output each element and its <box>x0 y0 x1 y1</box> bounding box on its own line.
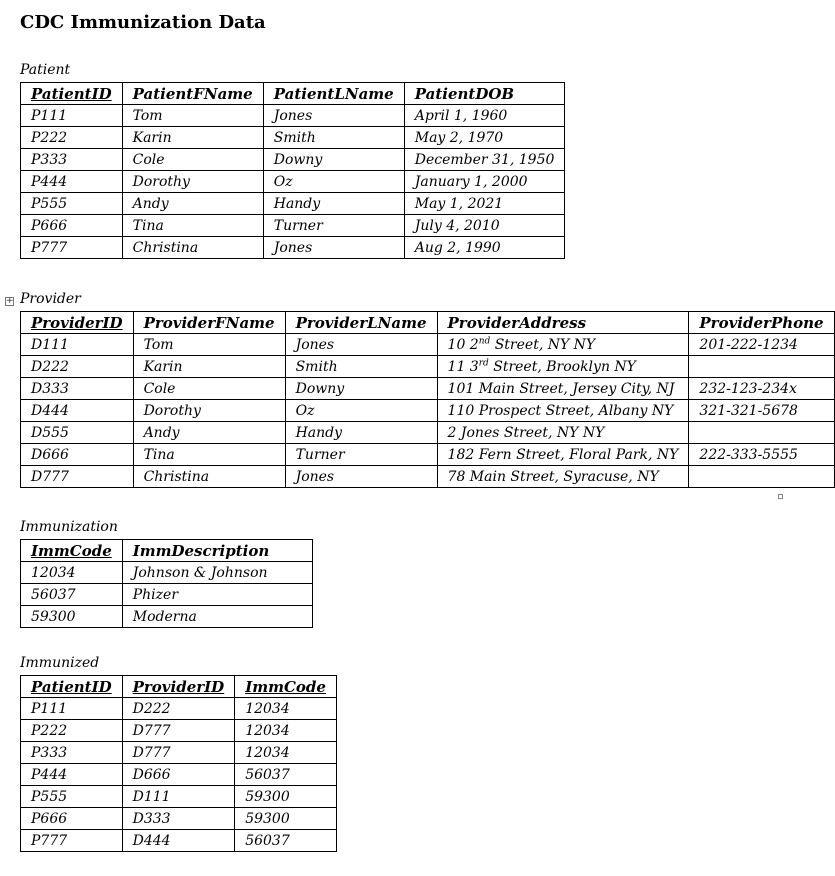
table-row <box>21 149 565 171</box>
immunization-table-caption: Immunization <box>20 519 118 535</box>
table-row <box>21 466 835 488</box>
table-cell-immcode: 59300 <box>235 808 337 830</box>
table-cell-patientid: P333 <box>21 149 123 171</box>
table-cell-patientlname: Handy <box>263 193 404 215</box>
table-cell-immcode: 56037 <box>235 830 337 852</box>
table-cell-providerid: D555 <box>21 422 134 444</box>
table-cell-providerid: D111 <box>122 786 235 808</box>
table-cell-patientid: P666 <box>21 808 123 830</box>
provider-table-caption: Provider <box>20 291 81 307</box>
table-cell-providerid: D333 <box>122 808 235 830</box>
table-cell-provideraddress: 101 Main Street, Jersey City, NJ <box>437 378 689 400</box>
patient-table-caption: Patient <box>20 62 71 78</box>
immunized-header-row <box>21 676 337 698</box>
table-cell-patientid: P111 <box>21 105 123 127</box>
resize-handle-icon[interactable] <box>778 494 783 499</box>
table-cell-patientfname: Andy <box>122 193 263 215</box>
table-row <box>21 237 565 259</box>
table-cell-immcode: 56037 <box>21 584 123 606</box>
table-row <box>21 720 337 742</box>
table-cell-patientdob: April 1, 1960 <box>404 105 565 127</box>
table-cell-patientfname: Tina <box>122 215 263 237</box>
table-cell-patientdob: May 2, 1970 <box>404 127 565 149</box>
table-cell-providerlname: Smith <box>285 356 437 378</box>
column-header-immcode: ImmCode <box>235 676 337 698</box>
table-cell-providerid: D444 <box>122 830 235 852</box>
column-header-immcode: ImmCode <box>21 540 123 562</box>
table-row <box>21 698 337 720</box>
table-cell-provideraddress: 110 Prospect Street, Albany NY <box>437 400 689 422</box>
table-row <box>21 764 337 786</box>
provider-table <box>20 311 835 488</box>
table-row <box>21 562 313 584</box>
table-cell-providerfname: Tom <box>133 334 285 356</box>
table-row <box>21 422 835 444</box>
column-header-providerphone: ProviderPhone <box>689 312 834 334</box>
table-cell-patientid: P777 <box>21 830 123 852</box>
table-cell-providerphone: 321-321-5678 <box>689 400 834 422</box>
table-cell-providerid: D111 <box>21 334 134 356</box>
table-cell-providerid: D666 <box>21 444 134 466</box>
table-row <box>21 334 835 356</box>
table-cell-providerphone: 201-222-1234 <box>689 334 834 356</box>
table-row <box>21 215 565 237</box>
table-cell-patientid: P111 <box>21 698 123 720</box>
table-row <box>21 742 337 764</box>
table-cell-providerlname: Jones <box>285 466 437 488</box>
table-cell-providerid: D777 <box>21 466 134 488</box>
table-cell-provideraddress: 10 2nd Street, NY NY <box>437 334 689 356</box>
table-cell-providerfname: Tina <box>133 444 285 466</box>
table-cell-patientid: P444 <box>21 764 123 786</box>
table-cell-immcode: 12034 <box>235 698 337 720</box>
immunization-header-row <box>21 540 313 562</box>
column-header-patientid: PatientID <box>21 83 123 105</box>
document-title: CDC Immunization Data <box>20 12 266 33</box>
table-cell-providerlname: Turner <box>285 444 437 466</box>
table-cell-patientfname: Cole <box>122 149 263 171</box>
patient-table <box>20 82 565 259</box>
table-cell-patientfname: Dorothy <box>122 171 263 193</box>
table-row <box>21 105 565 127</box>
table-cell-patientfname: Christina <box>122 237 263 259</box>
table-cell-patientid: P777 <box>21 237 123 259</box>
table-cell-patientid: P333 <box>21 742 123 764</box>
table-cell-patientdob: December 31, 1950 <box>404 149 565 171</box>
table-cell-patientdob: July 4, 2010 <box>404 215 565 237</box>
table-cell-providerlname: Jones <box>285 334 437 356</box>
table-cell-providerfname: Karin <box>133 356 285 378</box>
table-cell-provideraddress: 11 3rd Street, Brooklyn NY <box>437 356 689 378</box>
move-handle-icon[interactable]: + <box>6 296 14 306</box>
table-cell-provideraddress: 78 Main Street, Syracuse, NY <box>437 466 689 488</box>
column-header-providerfname: ProviderFName <box>133 312 285 334</box>
column-header-patientdob: PatientDOB <box>404 83 565 105</box>
table-row <box>21 356 835 378</box>
provider-header-row <box>21 312 835 334</box>
table-cell-providerphone <box>689 422 834 444</box>
column-header-providerlname: ProviderLName <box>285 312 437 334</box>
table-cell-provideraddress: 2 Jones Street, NY NY <box>437 422 689 444</box>
patient-header-row <box>21 83 565 105</box>
table-cell-patientlname: Downy <box>263 149 404 171</box>
table-cell-patientlname: Jones <box>263 105 404 127</box>
table-cell-immcode: 12034 <box>235 720 337 742</box>
table-cell-patientdob: January 1, 2000 <box>404 171 565 193</box>
table-cell-patientid: P666 <box>21 215 123 237</box>
column-header-patientlname: PatientLName <box>263 83 404 105</box>
table-row <box>21 378 835 400</box>
table-cell-providerid: D222 <box>122 698 235 720</box>
table-cell-patientlname: Jones <box>263 237 404 259</box>
column-header-patientid: PatientID <box>21 676 123 698</box>
table-row <box>21 127 565 149</box>
table-cell-patientlname: Oz <box>263 171 404 193</box>
table-cell-immdescription: Johnson & Johnson <box>122 562 312 584</box>
table-cell-providerlname: Handy <box>285 422 437 444</box>
immunized-table-caption: Immunized <box>20 655 100 671</box>
table-cell-patientdob: Aug 2, 1990 <box>404 237 565 259</box>
table-cell-patientfname: Tom <box>122 105 263 127</box>
table-cell-providerfname: Andy <box>133 422 285 444</box>
immunized-table <box>20 675 337 852</box>
table-cell-providerfname: Cole <box>133 378 285 400</box>
table-row <box>21 808 337 830</box>
table-cell-providerid: D666 <box>122 764 235 786</box>
table-cell-immdescription: Moderna <box>122 606 312 628</box>
table-cell-immcode: 59300 <box>21 606 123 628</box>
table-cell-immcode: 56037 <box>235 764 337 786</box>
table-cell-provideraddress: 182 Fern Street, Floral Park, NY <box>437 444 689 466</box>
table-cell-providerphone <box>689 466 834 488</box>
table-cell-providerid: D777 <box>122 720 235 742</box>
table-cell-providerlname: Downy <box>285 378 437 400</box>
table-cell-immcode: 12034 <box>235 742 337 764</box>
immunization-table <box>20 539 313 628</box>
table-cell-providerphone: 222-333-5555 <box>689 444 834 466</box>
table-cell-patientid: P222 <box>21 127 123 149</box>
table-row <box>21 193 565 215</box>
table-row <box>21 171 565 193</box>
table-row <box>21 584 313 606</box>
table-row <box>21 786 337 808</box>
table-cell-providerfname: Dorothy <box>133 400 285 422</box>
table-row <box>21 444 835 466</box>
column-header-providerid: ProviderID <box>122 676 235 698</box>
table-cell-providerid: D777 <box>122 742 235 764</box>
table-cell-patientdob: May 1, 2021 <box>404 193 565 215</box>
table-cell-providerid: D222 <box>21 356 134 378</box>
table-cell-providerfname: Christina <box>133 466 285 488</box>
table-row <box>21 606 313 628</box>
table-cell-providerid: D333 <box>21 378 134 400</box>
table-cell-immcode: 59300 <box>235 786 337 808</box>
table-cell-providerphone <box>689 356 834 378</box>
table-cell-immdescription: Phizer <box>122 584 312 606</box>
column-header-patientfname: PatientFName <box>122 83 263 105</box>
column-header-provideraddress: ProviderAddress <box>437 312 689 334</box>
table-cell-patientid: P555 <box>21 193 123 215</box>
table-cell-providerlname: Oz <box>285 400 437 422</box>
table-row <box>21 830 337 852</box>
table-cell-immcode: 12034 <box>21 562 123 584</box>
table-row <box>21 400 835 422</box>
table-cell-patientlname: Turner <box>263 215 404 237</box>
table-cell-providerphone: 232-123-234x <box>689 378 834 400</box>
table-cell-providerid: D444 <box>21 400 134 422</box>
table-cell-patientid: P222 <box>21 720 123 742</box>
table-cell-patientid: P555 <box>21 786 123 808</box>
table-cell-patientlname: Smith <box>263 127 404 149</box>
column-header-immdescription: ImmDescription <box>122 540 312 562</box>
table-cell-patientid: P444 <box>21 171 123 193</box>
table-cell-patientfname: Karin <box>122 127 263 149</box>
column-header-providerid: ProviderID <box>21 312 134 334</box>
